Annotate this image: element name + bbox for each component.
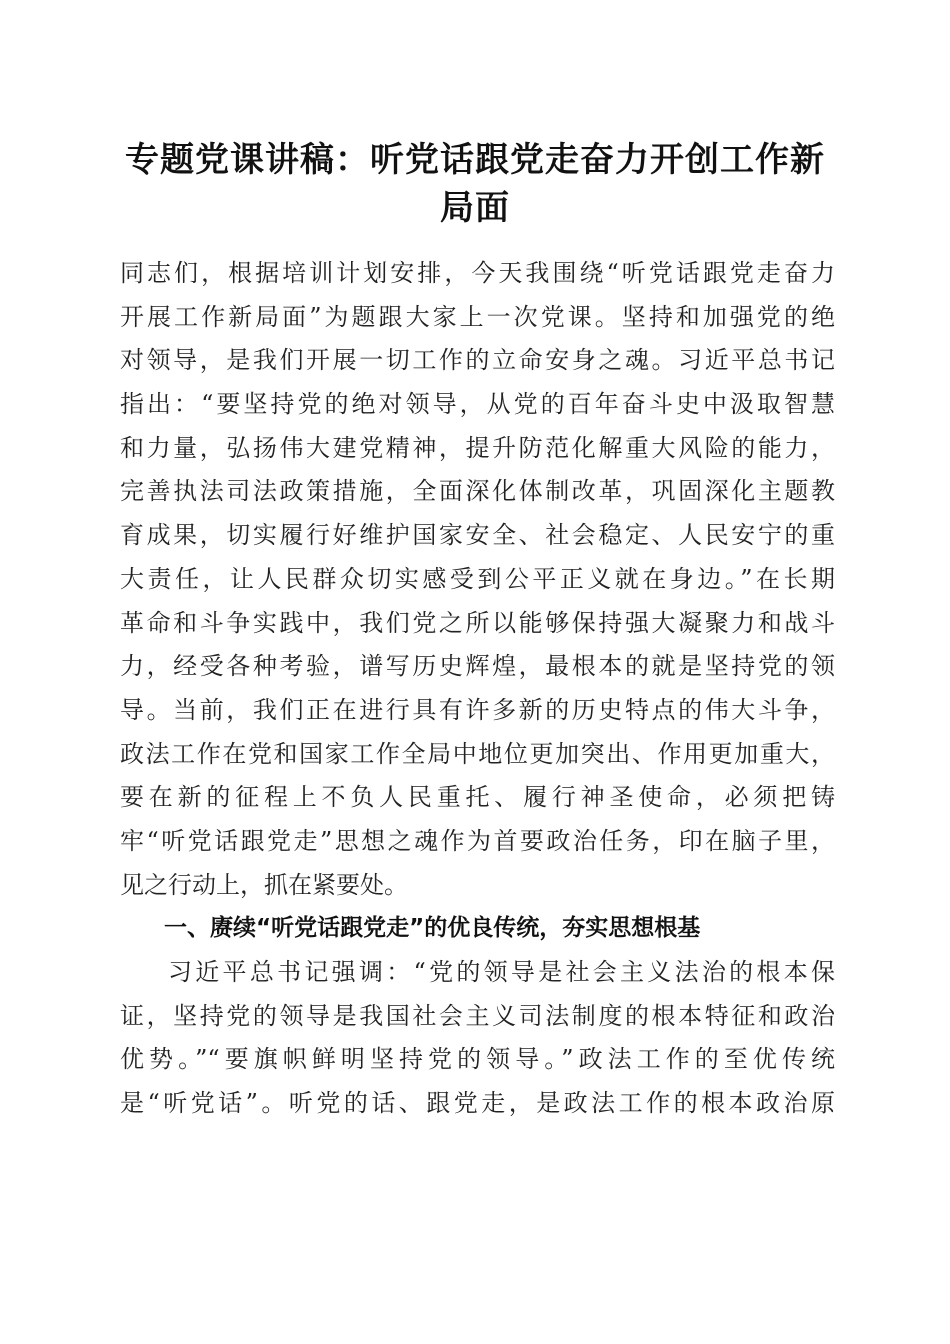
- text-line: 是“听党话”。听党的话、跟党走，是政法工作的根本政治原: [120, 1089, 835, 1118]
- text-line: 力，经受各种考验，谱写历史辉煌，最根本的就是坚持党的领: [120, 652, 835, 681]
- paragraph-section1: [120, 951, 835, 1126]
- text-line: 牢“听党话跟党走”思想之魂作为首要政治任务，印在脑子里，: [120, 826, 835, 855]
- text-line: 完善执法司法政策措施，全面深化体制改革，巩固深化主题教: [120, 477, 835, 506]
- text-line: 革命和斗争实践中，我们党之所以能够保持强大凝聚力和战斗: [120, 608, 835, 637]
- text-line: 指出：“要坚持党的绝对领导，从党的百年奋斗史中汲取智慧: [120, 390, 835, 419]
- text-line: 政法工作在党和国家工作全局中地位更加突出、作用更加重大，: [120, 739, 835, 768]
- text-line: 优势。”“要旗帜鲜明坚持党的领导。”政法工作的至优传统: [120, 1045, 835, 1074]
- text-line: 见之行动上，抓在紧要处。: [120, 870, 408, 899]
- title-line: 局面: [440, 188, 510, 228]
- document-title: [110, 136, 840, 232]
- title-line: 专题党课讲稿：听党话跟党走奋力开创工作新: [125, 140, 825, 180]
- document-body: [120, 252, 835, 1126]
- section-heading: 一、赓续“听党话跟党走”的优良传统，夯实思想根基: [164, 915, 701, 942]
- text-line: 要在新的征程上不负人民重托、履行神圣使命，必须把铸: [120, 783, 835, 812]
- text-line: 大责任，让人民群众切实感受到公平正义就在身边。”在长期: [120, 564, 835, 593]
- text-line: 习近平总书记强调：“党的领导是社会主义法治的根本保: [168, 958, 835, 986]
- text-line: 育成果，切实履行好维护国家安全、社会稳定、人民安宁的重: [120, 521, 835, 550]
- text-line: 和力量，弘扬伟大建党精神，提升防范化解重大风险的能力，: [120, 433, 835, 462]
- text-line: 证，坚持党的领导是我国社会主义司法制度的根本特征和政治: [120, 1001, 835, 1030]
- text-line: 开展工作新局面”为题跟大家上一次党课。坚持和加强党的绝: [120, 302, 835, 331]
- text-line: 导。当前，我们正在进行具有许多新的历史特点的伟大斗争，: [120, 695, 835, 724]
- text-line: 对领导，是我们开展一切工作的立命安身之魂。习近平总书记: [120, 346, 835, 375]
- paragraph-intro: [120, 252, 835, 907]
- text-line: 同志们，根据培训计划安排，今天我围绕“听党话跟党走奋力: [120, 259, 835, 287]
